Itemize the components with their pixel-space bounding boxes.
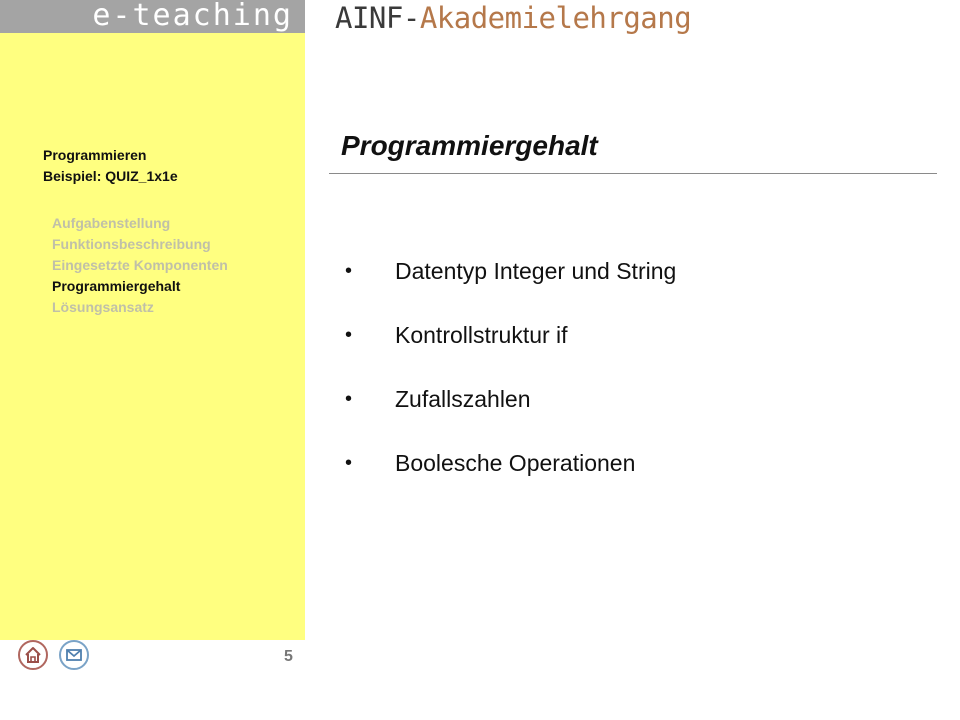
sidebar [0, 33, 305, 640]
mail-button[interactable] [59, 640, 89, 670]
title-divider [329, 173, 937, 174]
bullet-text: Kontrollstruktur if [395, 322, 568, 348]
bullet-text: Zufallszahlen [395, 386, 531, 412]
home-button[interactable] [18, 640, 48, 670]
sidebar-section-title[interactable]: Programmieren [43, 147, 147, 163]
sidebar-item-programmiergehalt[interactable]: Programmiergehalt [52, 278, 181, 294]
sidebar-item-loesungsansatz[interactable]: Lösungsansatz [52, 299, 154, 315]
course-title [335, 0, 691, 38]
brand-bar [0, 0, 305, 33]
sidebar-item-aufgabenstellung[interactable]: Aufgabenstellung [52, 215, 171, 231]
sidebar-item-eingesetzte-komponenten[interactable]: Eingesetzte Komponenten [52, 257, 228, 273]
sidebar-section-nav [43, 145, 178, 187]
course-title-name: Akademielehrgang [419, 1, 692, 35]
brand-logo-text: e-teaching [92, 0, 293, 33]
bullet-text: Datentyp Integer und String [395, 258, 677, 284]
bullet-text: Boolesche Operationen [395, 450, 636, 476]
bullet-icon: • [345, 324, 353, 346]
course-title-prefix: AINF- [335, 1, 420, 35]
page-title: Programmiergehalt [341, 130, 598, 161]
sidebar-item-funktionsbeschreibung[interactable]: Funktionsbeschreibung [52, 236, 211, 252]
bullet-icon: • [345, 260, 353, 282]
bullet-icon: • [345, 388, 353, 410]
mail-icon [64, 645, 84, 665]
home-icon [23, 645, 43, 665]
page-number: 5 [284, 648, 293, 665]
sidebar-example-title[interactable]: Beispiel: QUIZ_1x1e [43, 168, 178, 184]
sidebar-subnav [52, 213, 228, 318]
bullet-icon: • [345, 452, 353, 474]
